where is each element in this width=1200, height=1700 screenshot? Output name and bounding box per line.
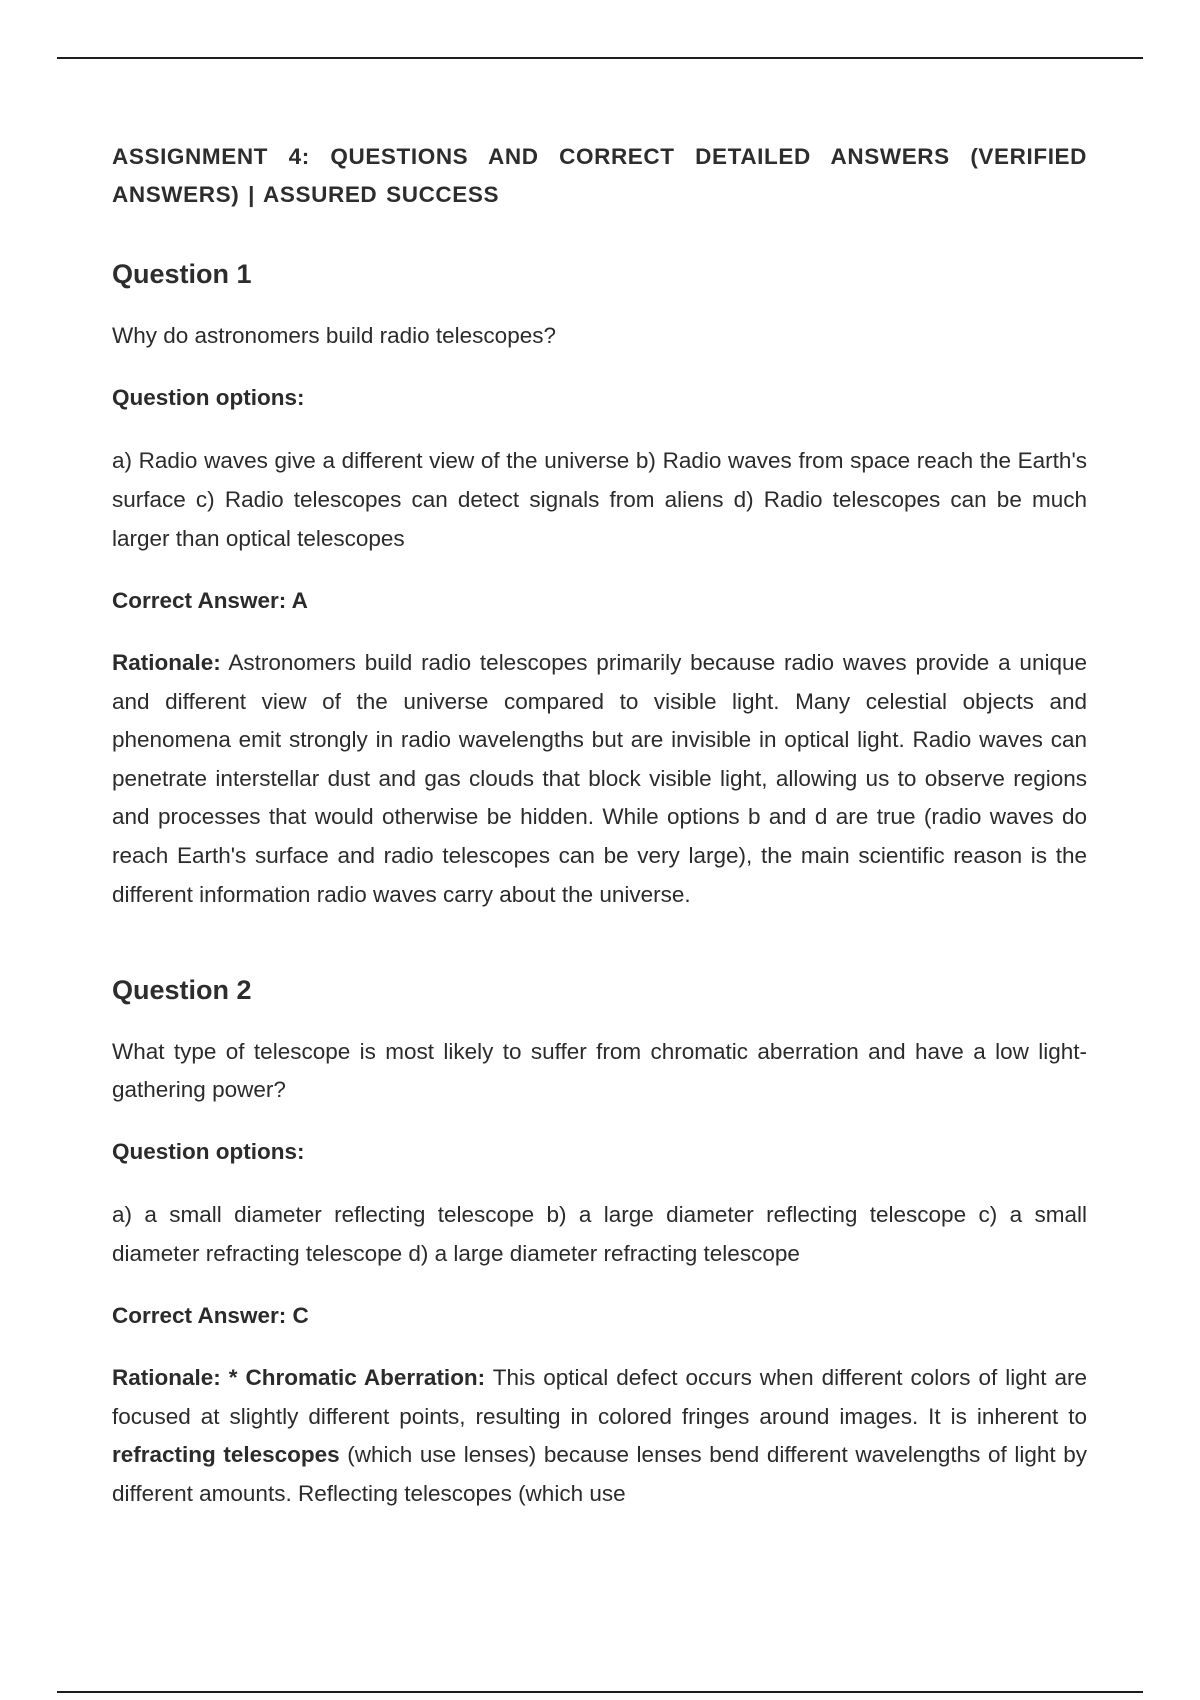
correct-answer: Correct Answer: A: [112, 588, 308, 613]
top-divider: [57, 57, 1143, 59]
rationale: [112, 644, 1087, 914]
correct-answer: Correct Answer: C: [112, 1303, 309, 1329]
question-2: [112, 972, 1087, 1513]
question-1: [112, 256, 1087, 914]
question-options: a) Radio waves give a different view of the universe b) Radio waves from space reach the Earth's surface c) Radio telescopes can detect signals from aliens d) Radio telescopes can be much larger than optical telescopes: [112, 448, 1087, 551]
question-text: Why do astronomers build radio telescopes?: [112, 323, 556, 348]
question-options: a) a small diameter reflecting telescope b) a large diameter reflecting telescope c) a small diameter refracting telescope d) a large diameter refracting telescope: [112, 1202, 1087, 1267]
question-options-label: Question options:: [112, 385, 305, 410]
bottom-divider: [57, 1691, 1143, 1693]
question-text: What type of telescope is most likely to suffer from chromatic aberration and have a low light-gathering power?: [112, 1039, 1087, 1103]
rationale-label: Rationale: * Chromatic Aberration:: [112, 1365, 486, 1391]
rationale-text: Astronomers build radio telescopes primarily because radio waves provide a unique and different view of the universe compared to visible light. Many celestial objects and phenomena emit strongly in radio wavelengths but are invisible in optical light. Radio waves can penetrate interstellar dust and gas clouds that block visible light, allowing us to observe regions and processes that would otherwise be hidden. While options b and d are true (radio waves do reach Earth's surface and radio telescopes can be very large), the main scientific reason is the different information radio waves carry about the universe.: [112, 650, 1087, 907]
document-body: [112, 138, 1087, 1514]
question-heading: Question 2: [112, 975, 252, 1006]
question-heading: Question 1: [112, 259, 252, 289]
question-options-label: Question options:: [112, 1139, 305, 1165]
rationale-emphasis: refracting telescopes: [112, 1442, 340, 1468]
rationale-text-continued: (which use lenses) because lenses bend different wavelengths of light by different amounts. Reflecting telescopes (which use: [112, 1442, 1087, 1506]
document-title: ASSIGNMENT 4: QUESTIONS AND CORRECT DETAILED ANSWERS (VERIFIED ANSWERS) | ASSURED SUCCESS: [112, 144, 1087, 207]
rationale-text: This optical defect occurs when different colors of light are focused at slightly different points, resulting in colored fringes around images. It is inherent to: [112, 1365, 1087, 1429]
rationale-label: Rationale:: [112, 650, 221, 675]
rationale: [112, 1359, 1087, 1513]
